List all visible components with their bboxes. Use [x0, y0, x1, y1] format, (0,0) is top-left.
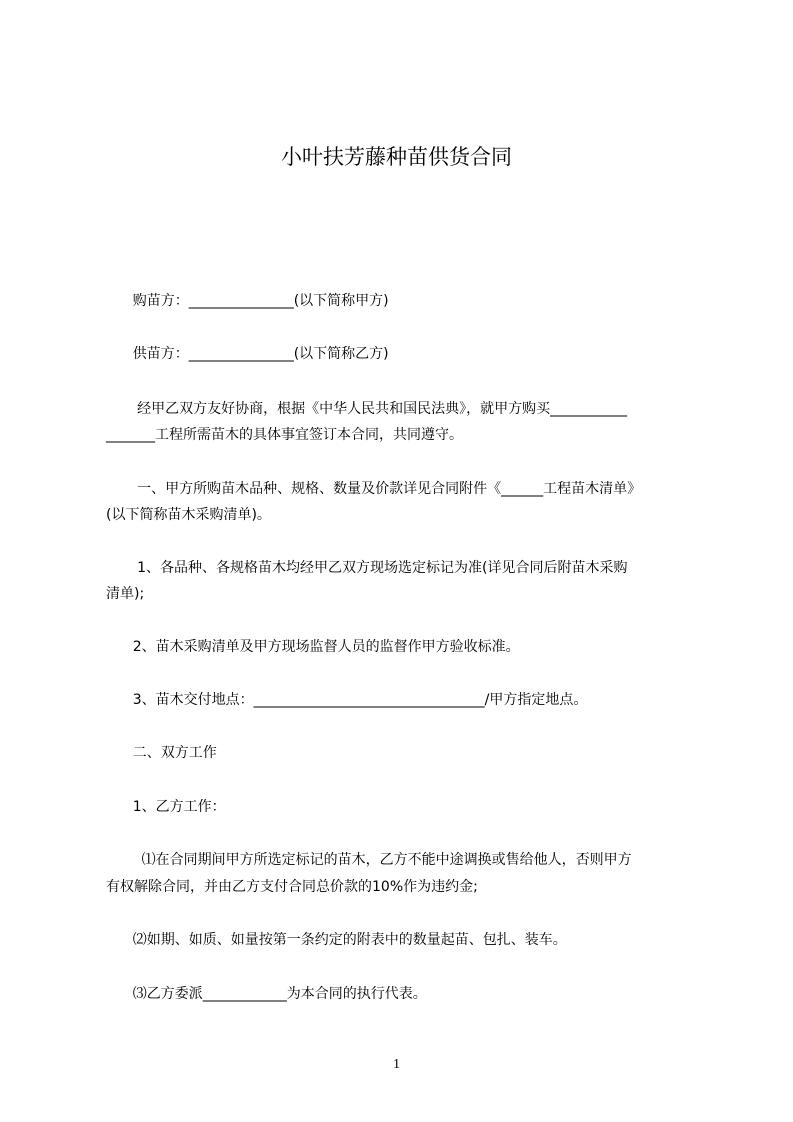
section-2-heading: 二、双方工作 — [106, 745, 217, 761]
preamble-line-2: _______工程所需苗木的具体事宜签订本合同，共同遵守。 — [106, 427, 463, 443]
preamble-line-1: 经甲乙双方友好协商，根据《中华人民共和国民法典》，就甲方购买___________ — [106, 401, 628, 417]
clause-2-1-heading: 1、乙方工作： — [106, 799, 226, 815]
page-number: 1 — [393, 1057, 400, 1072]
clause-2-1-1-line-1: ⑴在合同期间甲方所选定标记的苗木，乙方不能中途调换或售给他人，否则甲方 — [106, 852, 632, 868]
document-title: 小叶扶芳藤种苗供货合同 — [281, 145, 512, 169]
clause-1-line-2: (以下简称苗木采购清单)。 — [106, 507, 271, 523]
clause-2-1-1-line-2: 有权解除合同，并由乙方支付合同总价款的10%作为违约金; — [106, 879, 478, 895]
supplier-line: 供苗方：_______________(以下简称乙方) — [106, 346, 389, 362]
clause-2-1-3: ⑶乙方委派____________为本合同的执行代表。 — [106, 986, 427, 1002]
clause-1-1-line-1: 1、各品种、各规格苗木均经甲乙双方现场选定标记为准(详见合同后附苗木采购 — [106, 560, 628, 576]
clause-1-1-line-2: 清单); — [106, 586, 145, 602]
clause-1-2: 2、苗木采购清单及甲方现场监督人员的监督作甲方验收标准。 — [106, 639, 520, 655]
buyer-line: 购苗方：_______________(以下简称甲方) — [106, 293, 389, 309]
clause-1-line-1: 一、甲方所购苗木品种、规格、数量及价款详见合同附件《______工程苗木清单》 — [106, 481, 642, 497]
clause-1-3: 3、苗木交付地点：_________________________________/甲方指定地点。 — [106, 692, 588, 708]
clause-2-1-2: ⑵如期、如质、如量按第一条约定的附表中的数量起苗、包扎、装车。 — [106, 932, 567, 948]
